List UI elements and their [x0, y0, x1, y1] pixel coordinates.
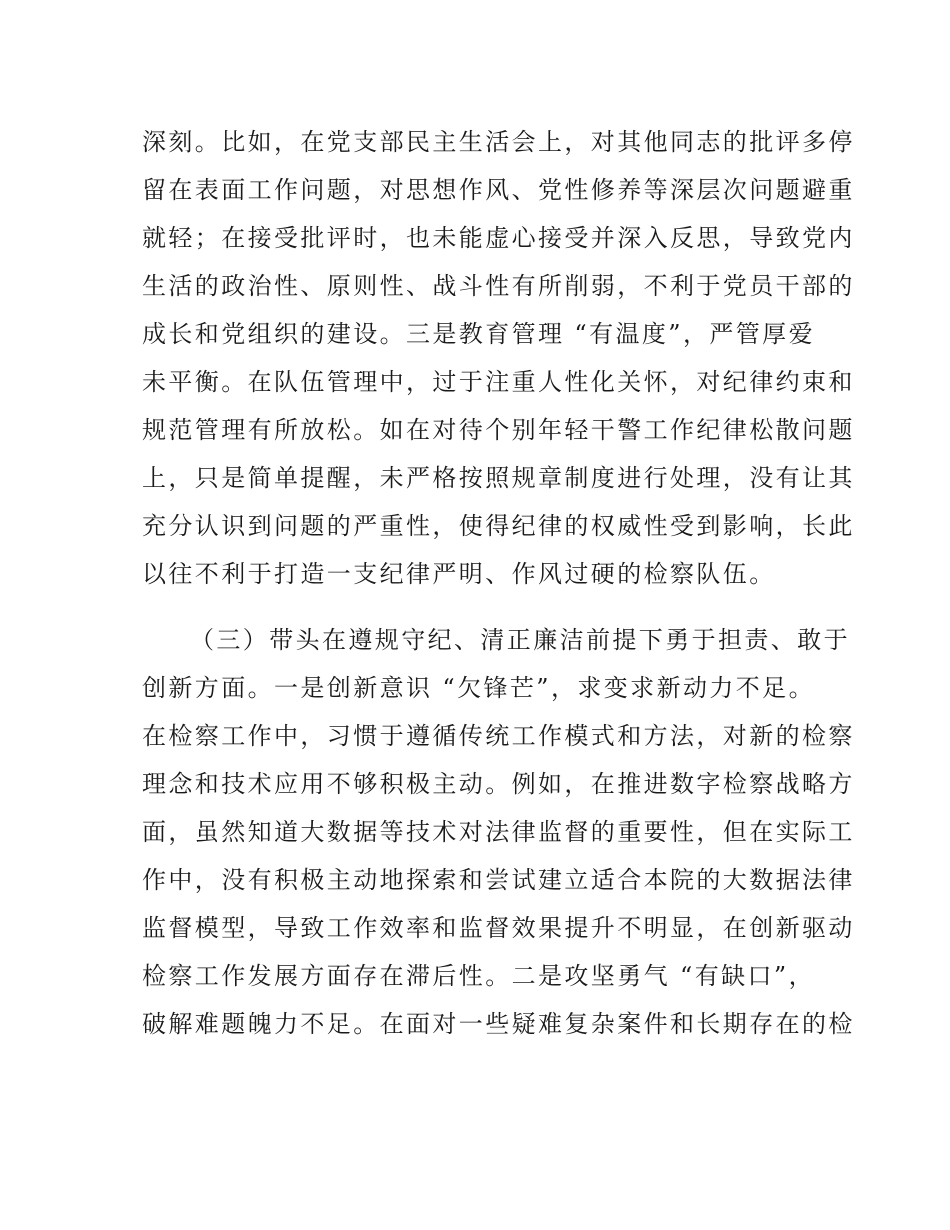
- text-line: 就轻；在接受批评时，也未能虚心接受并深入反思，导致党内: [142, 224, 855, 252]
- text-line: 作中，没有积极主动地探索和尝试建立适合本院的大数据法律: [142, 866, 855, 894]
- text-line: 破解难题魄力不足。在面对一些疑难复杂案件和长期存在的检: [142, 1010, 855, 1038]
- text-line: 生活的政治性、原则性、战斗性有所削弱，不利于党员干部的: [142, 272, 855, 300]
- text-line: 以往不利于打造一支纪律严明、作风过硬的检察队伍。: [142, 560, 776, 588]
- text-line: 理念和技术应用不够积极主动。例如，在推进数字检察战略方: [142, 770, 855, 798]
- text-line: 留在表面工作问题，对思想作风、党性修养等深层次问题避重: [142, 176, 855, 204]
- text-line: 面，虽然知道大数据等技术对法律监督的重要性，但在实际工: [142, 818, 855, 846]
- text-line: 创新方面。一是创新意识 “欠锋芒”，求变求新动力不足。: [142, 674, 815, 702]
- text-line: 检察工作发展方面存在滞后性。二是攻坚勇气 “有缺口”，: [142, 962, 815, 990]
- text-line: 充分认识到问题的严重性，使得纪律的权威性受到影响，长此: [142, 512, 855, 540]
- text-line: 规范管理有所放松。如在对待个别年轻干警工作纪律松散问题: [142, 416, 855, 444]
- text-line: 成长和党组织的建设。三是教育管理 “有温度”，严管厚爱: [142, 320, 815, 348]
- section-heading-line: （三）带头在遵规守纪、清正廉洁前提下勇于担责、敢于: [190, 626, 850, 654]
- text-line: 上，只是简单提醒，未严格按照规章制度进行处理，没有让其: [142, 464, 855, 492]
- document-body: [142, 118, 855, 1048]
- text-line: 在检察工作中，习惯于遵循传统工作模式和方法，对新的检察: [142, 722, 855, 750]
- text-line: 监督模型，导致工作效率和监督效果提升不明显，在创新驱动: [142, 914, 855, 942]
- text-line: 深刻。比如，在党支部民主生活会上，对其他同志的批评多停: [142, 128, 855, 156]
- text-line: 未平衡。在队伍管理中，过于注重人性化关怀，对纪律约束和: [142, 368, 855, 396]
- paragraph-gap: [142, 598, 822, 616]
